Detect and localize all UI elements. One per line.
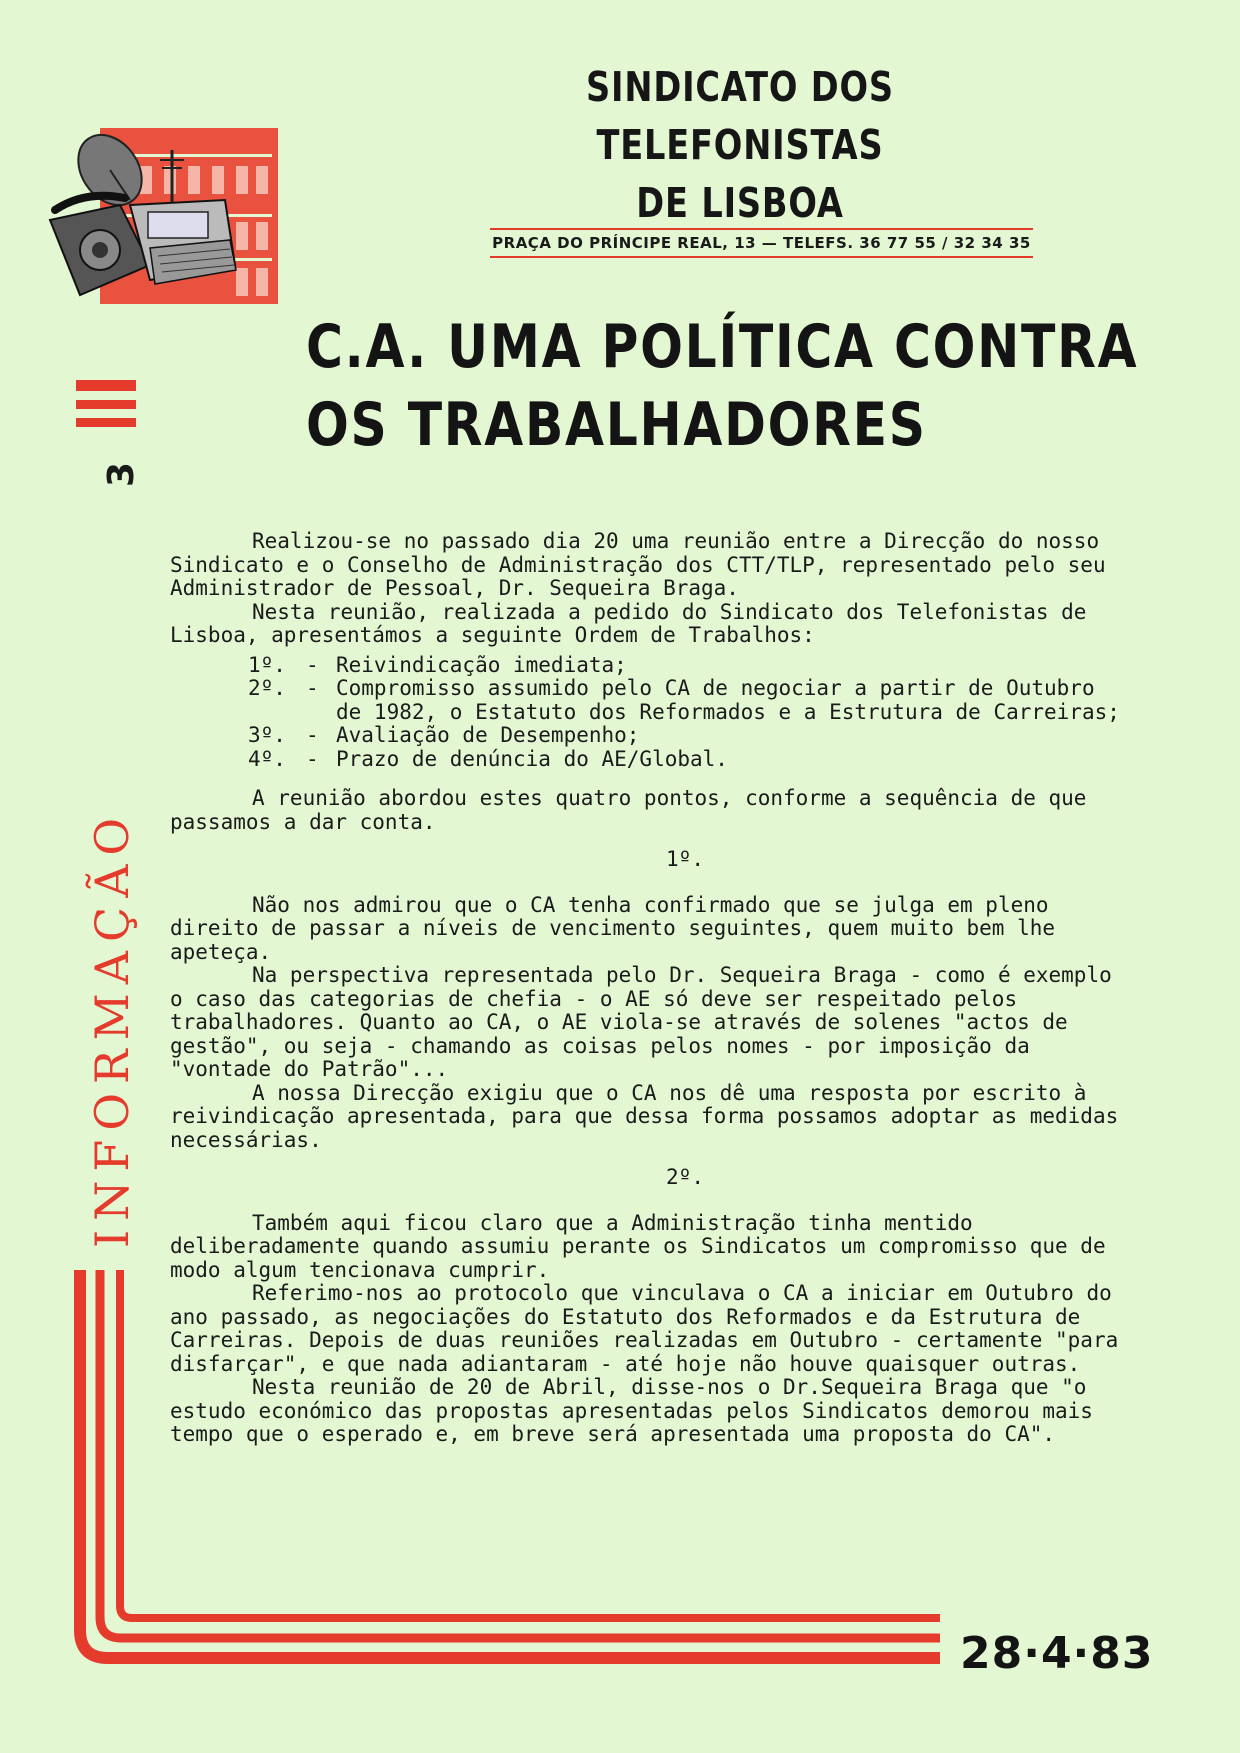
document-body [170, 530, 1130, 1461]
section-1-paragraph-1: Não nos admirou que o CA tenha confirmado que se julga em pleno direito de passar a níveis de vencimento seguintes, quem muito bem lhe apeteça. [170, 892, 1068, 964]
union-name-line1: SINDICATO DOS TELEFONISTAS [586, 63, 894, 169]
issue-number: 3 [101, 461, 142, 487]
agenda-item: 3º. - Avaliação de Desempenho; [248, 723, 640, 747]
agenda-list [170, 654, 1130, 772]
agenda-item-number: 4º. [248, 746, 286, 771]
agenda-item-number: 2º. [248, 676, 286, 700]
union-name [478, 58, 1003, 232]
union-name-line2: DE LISBOA [636, 179, 844, 227]
union-address: PRAÇA DO PRÍNCIPE REAL, 13 — TELEFS. 36 77 55 / 32 34 35 [490, 228, 1033, 258]
side-label-informacao: INFORMAÇÃO [85, 808, 139, 1248]
intro-paragraph-1: Realizou-se no passado dia 20 uma reunião entre a Direcção do nosso Sindicato e o Conselho de Administração dos CTT/TLP, representado pelo seu Administrador de Pessoal, Dr. Sequeira Braga. [170, 529, 1119, 600]
section-2-paragraph-1: Também aqui ficou claro que a Administração tinha mentido deliberadamente quando assumiu perante os Sindicatos um compromisso que de modo algum tencionava cumprir. [170, 1210, 1119, 1282]
agenda-item-text: Avaliação de Desempenho; [336, 723, 640, 747]
intro-paragraph-3: A reunião abordou estes quatro pontos, conforme a sequência de que passamos a dar conta. [170, 786, 1100, 834]
section-1-paragraph-2: Na perspectiva representada pelo Dr. Sequeira Braga - como é exemplo o caso das categorias de chefia - o AE só deve ser respeitado pelos trabalhadores. Quanto ao CA, o AE viola-se através de solenes "actos de gestão", ou seja - chamando as coisas pelos nomes - por imposição da "vontade do Patrão"... [170, 963, 1125, 1081]
agenda-item: 1º. - Reivindicação imediata; [248, 652, 627, 677]
agenda-item-text: Reivindicação imediata; [336, 652, 627, 677]
section-1-number: 1º. [666, 847, 704, 871]
section-2-number: 2º. [666, 1165, 704, 1189]
agenda-item-number: 1º. [248, 652, 286, 677]
headline-line2: OS TRABALHADORES [306, 390, 927, 460]
agenda-item-text: Compromisso assumido pelo CA de negociar a partir de Outubro de 1982, o Estatuto dos Reformados e a Estrutura de Carreiras; [336, 676, 1120, 724]
page-headline [306, 308, 1139, 464]
agenda-item: 4º. - Prazo de denúncia do AE/Global. [248, 746, 728, 771]
section-1-paragraph-3: A nossa Direcção exigiu que o CA nos dê uma resposta por escrito à reivindicação apresentada, para que dessa forma possamos adoptar as medidas necessárias. [170, 1080, 1131, 1152]
agenda-item-number: 3º. [248, 723, 286, 747]
agenda-item: 2º. - Compromisso assumido pelo CA de negociar a partir de Outubro de 1982, o Estatuto dos Reformados e a Estrutura de Carreiras; [248, 677, 1130, 724]
agenda-item-text: Prazo de denúncia do AE/Global. [336, 746, 728, 771]
headline-line1: C.A. UMA POLÍTICA CONTRA [306, 312, 1139, 382]
section-2-paragraph-3: Nesta reunião de 20 de Abril, disse-nos o Dr.Sequeira Braga que "o estudo económico das propostas apresentadas pelos Sindicatos demorou mais tempo que o esperado e, em breve será apresentada uma proposta do CA". [170, 1375, 1106, 1446]
issue-date: 28·4·83 [960, 1628, 1154, 1679]
section-2-paragraph-2: Referimo-nos ao protocolo que vinculava o CA a iniciar em Outubro do ano passado, as negociações do Estatuto dos Reformados e da Estrutura de Carreiras. Depois de duas reuniões realizadas em Outubro - certamente "para disfarçar", e que nada adiantaram - até hoje não houve quaisquer outras. [170, 1281, 1131, 1376]
intro-paragraph-2: Nesta reunião, realizada a pedido do Sindicato dos Telefonistas de Lisboa, apresentámos a seguinte Ordem de Trabalhos: [170, 599, 1100, 647]
